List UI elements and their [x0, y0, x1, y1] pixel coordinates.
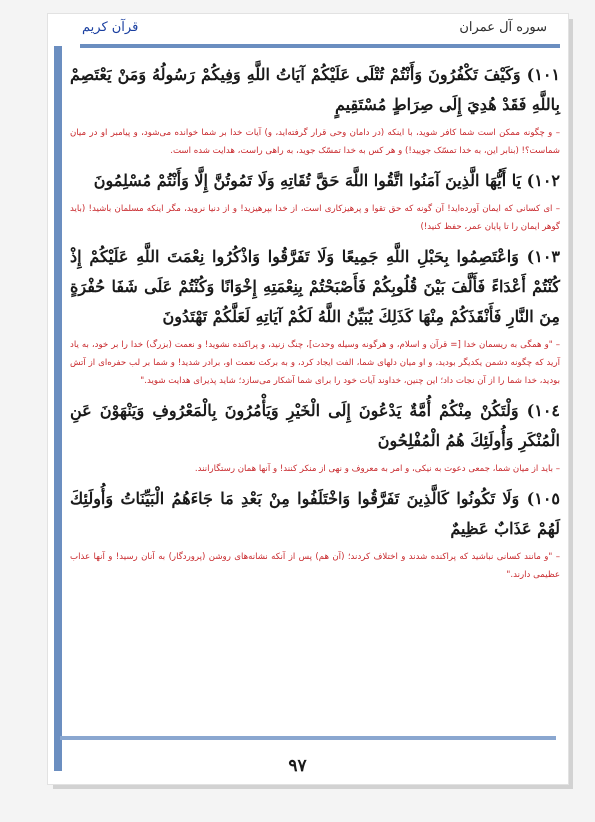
translation-101: – و چگونه ممکن است شما کافر شوید، با اینکه (در دامان وحی قرار گرفته‌اید، و) آیات خدا بر شما خوانده می‌شود، و پیامبر او در میان شماست؟! (بنابر این، به خدا تمسّک جویید!) و هر کس به خدا تمسّک جوید، به راهی راست، هدایت شده است.	[70, 128, 560, 156]
translation-104: – باید از میان شما، جمعی دعوت به نیکی، و امر به معروف و نهی از منکر کنند! و آنها همان رستگارانند.	[194, 464, 560, 474]
verse-104: ١٠٤) وَلْتَكُنْ مِنْكُمْ أُمَّةٌ يَدْعُونَ إِلَى الْخَيْرِ وَيَأْمُرُونَ بِالْمَعْرُوفِ وَيَنْهَوْنَ عَنِ الْمُنْكَرِ وَأُولَئِكَ هُمُ الْمُفْلِحُونَ	[70, 401, 561, 450]
verse-101: ١٠١) وَكَيْفَ تَكْفُرُونَ وَأَنْتُمْ تُتْلَى عَلَيْكُمْ آيَاتُ اللَّهِ وَفِيكُمْ رَسُولُهُ وَمَنْ يَعْتَصِمْ بِاللَّهِ فَقَدْ هُدِيَ إِلَى صِرَاطٍ مُسْتَقِيمٍ	[70, 65, 560, 114]
verse-102: ١٠٢) يَا أَيُّهَا الَّذِينَ آمَنُوا اتَّقُوا اللَّهَ حَقَّ تُقَاتِهِ وَلَا تَمُوتُنَّ إِلَّا وَأَنْتُمْ مُسْلِمُونَ	[93, 171, 560, 190]
verse-103: ١٠٣) وَاعْتَصِمُوا بِحَبْلِ اللَّهِ جَمِيعًا وَلَا تَفَرَّقُوا وَاذْكُرُوا نِعْمَتَ اللَّهِ عَلَيْكُمْ إِذْ كُنْتُمْ أَعْدَاءً فَأَلَّفَ بَيْنَ قُلُوبِكُمْ فَأَصْبَحْتُمْ بِنِعْمَتِهِ إِخْوَانًا وَكُنْتُمْ عَلَى شَفَا حُفْرَةٍ مِنَ النَّارِ فَأَنْقَذَكُمْ مِنْهَا كَذَلِكَ يُبَيِّنُ اللَّهُ لَكُمْ آيَاتِهِ لَعَلَّكُمْ تَهْتَدُونَ	[70, 247, 560, 326]
translation-102: – ای کسانی که ایمان آورده‌اید! آن گونه که حق تقوا و پرهیزکاری است، از خدا بپرهیزید! و از دنیا نروید، مگر اینکه مسلمان باشید! (باید گوهر ایمان را تا پایان عمر، حفظ کنید!)	[70, 204, 560, 232]
left-border-bar	[54, 46, 62, 771]
header-rule	[80, 44, 560, 48]
page-content	[70, 60, 560, 590]
page-number: ٩٧	[288, 756, 307, 776]
book-title: قرآن کریم	[82, 20, 139, 35]
surah-title: سوره آل عمران	[459, 20, 547, 35]
footer-rule	[60, 736, 556, 740]
translation-103: – "و همگی به ریسمان خدا [= قرآن و اسلام، و هرگونه وسیله وحدت]، چنگ زنید، و پراکنده نشوید! و نعمت (بزرگ) خدا را بر خود، به یاد آرید که چگونه دشمن یکدیگر بودید، و او میان دلهای شما، الفت ایجاد کرد، و به برکت نعمت او، برادر شدید! و شما بر لب حفره‌ای از آتش بودید، خدا شما را از آن نجات داد؛ این چنین، خداوند آیات خود را برای شما آشکار می‌سازد؛ شاید پذیرای هدایت شوید."	[70, 340, 560, 386]
translation-105: – "و مانند کسانی نباشید که پراکنده شدند و اختلاف کردند؛ (آن هم) پس از آنکه نشانه‌های روشن (پروردگار) به آنان رسید! و آنها عذاب عظیمی دارند."	[70, 552, 560, 580]
verse-105: ١٠٥) وَلَا تَكُونُوا كَالَّذِينَ تَفَرَّقُوا وَاخْتَلَفُوا مِنْ بَعْدِ مَا جَاءَهُمُ الْبَيِّنَاتُ وَأُولَئِكَ لَهُمْ عَذَابٌ عَظِيمٌ	[70, 489, 560, 538]
